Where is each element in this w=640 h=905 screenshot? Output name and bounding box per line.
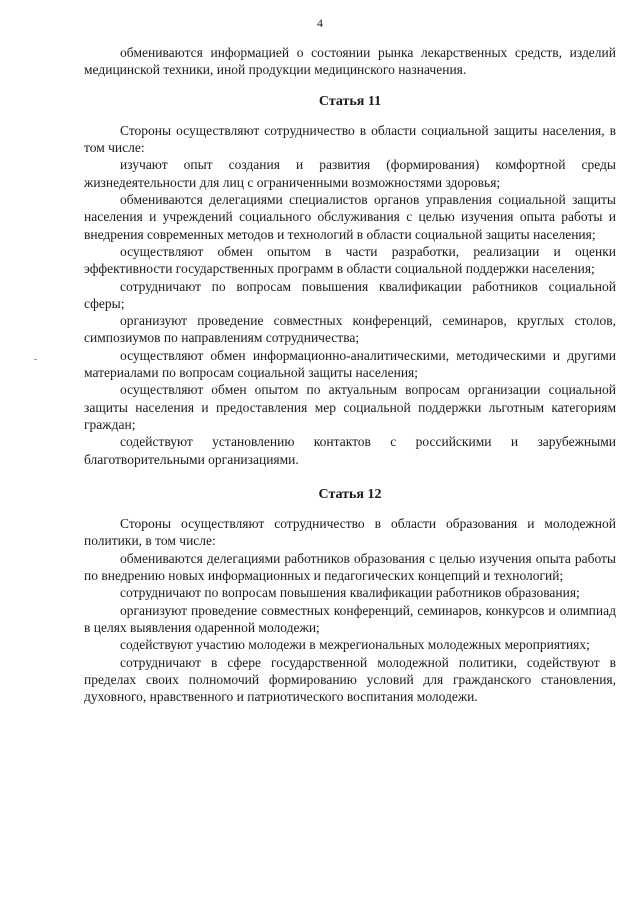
- article-11-paragraph: осуществляют обмен информационно-аналитическими, методическими и другими материалами по вопросам социальной защиты населения;: [84, 347, 616, 381]
- article-12-paragraph: Стороны осуществляют сотрудничество в области образования и молодежной политики, в том числе:: [84, 516, 616, 549]
- article-12-body: [84, 515, 616, 705]
- article-12-paragraph: организуют проведение совместных конференций, семинаров, конкурсов и олимпиад в целях выявления одаренной молодежи;: [84, 602, 616, 635]
- page-number: 4: [317, 16, 323, 30]
- article-12-heading: Статья 12: [318, 486, 382, 502]
- article-11-paragraph: организуют проведение совместных конференций, семинаров, круглых столов, симпозиумов по направлениям сотрудничества;: [84, 313, 616, 346]
- article-11-paragraph: Стороны осуществляют сотрудничество в области социальной защиты населения, в том числе:: [84, 122, 616, 156]
- article-11-paragraph: обмениваются делегациями специалистов органов управления социальной защиты населения и учреждений социального обслуживания с целью изучения опыта работы и внедрения современных методов и технологий в области социальной защиты населения;: [84, 192, 616, 242]
- article-11-paragraph: осуществляют обмен опытом в части разработки, реализации и оценки эффективности государственных программ в области социальной поддержки населения;: [84, 243, 616, 277]
- article-11-paragraph: изучают опыт создания и развития (формирования) комфортной среды жизнедеятельности для лиц с ограниченными возможностями здоровья;: [84, 157, 616, 190]
- article-11-body: [84, 122, 616, 468]
- article-11-paragraph: осуществляют обмен опытом по актуальным вопросам организации социальной защиты населения и предоставления мер социальной поддержки льготным категориям граждан;: [84, 382, 616, 432]
- article-12-paragraph: сотрудничают по вопросам повышения квалификации работников образования;: [120, 585, 580, 601]
- article-11-paragraph: содействуют установлению контактов с российскими и зарубежными благотворительными организациями.: [84, 434, 616, 467]
- article-12-paragraph: содействуют участию молодежи в межрегиональных молодежных мероприятиях;: [120, 637, 590, 653]
- article-12-paragraph: обмениваются делегациями работников образования с целью изучения опыта работы по внедрению новых информационных и педагогических концепций и технологий;: [84, 550, 616, 584]
- article-11-paragraph: сотрудничают по вопросам повышения квалификации работников социальной сферы;: [84, 278, 616, 311]
- scan-mark: [34, 359, 37, 360]
- document-body: [84, 44, 616, 705]
- article-12-paragraph: сотрудничают в сфере государственной молодежной политики, содействуют в пределах своих полномочий формированию условий для гражданского становления, духовного, нравственного и патриотического воспитания молодежи.: [84, 654, 616, 705]
- intro-paragraph: обмениваются информацией о состоянии рынка лекарственных средств, изделий медицинской техники, иной продукции медицинского назначения.: [84, 45, 616, 78]
- article-11-heading: Статья 11: [318, 93, 382, 109]
